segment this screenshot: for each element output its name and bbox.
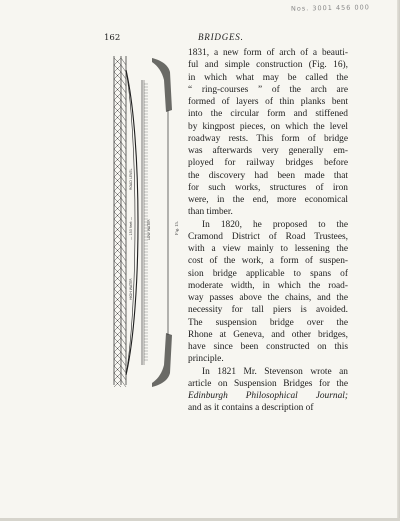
lattice-brace <box>121 107 126 114</box>
lattice-brace <box>121 240 126 247</box>
text-line: was afterwards very generally em- <box>188 146 348 156</box>
lattice-brace <box>121 100 126 107</box>
lattice-brace <box>121 149 126 156</box>
lattice-brace <box>121 86 126 93</box>
text-line: cost of the work, a form of suspen- <box>188 256 348 267</box>
lattice-brace <box>121 359 126 366</box>
text-line: “ ring-courses ” of the arch are <box>188 84 348 95</box>
lattice-brace <box>121 247 126 254</box>
lattice-brace <box>121 170 126 177</box>
lattice-brace <box>121 163 126 170</box>
text-line: sion bridge applicable to spans of <box>188 268 348 279</box>
label-high-water: HIGH WATER <box>129 278 133 300</box>
text-line: by kingpost pieces, on which the level <box>188 121 348 132</box>
body-text <box>188 47 348 415</box>
lattice-brace <box>121 275 126 282</box>
text-line: 1831, a new form of arch of a beauti- <box>188 48 348 58</box>
text-line: formed of layers of thin planks bent <box>188 97 348 107</box>
lattice-brace <box>121 352 126 359</box>
text-line: Cramond District of Road Trustees, <box>188 231 348 242</box>
lattice-brace <box>121 219 126 226</box>
lattice-brace <box>121 142 126 149</box>
lattice-brace <box>121 72 126 79</box>
text-line: article on Suspension Bridges for the <box>188 378 348 389</box>
lattice-brace <box>121 254 126 261</box>
text-line: for such works, structures of iron <box>188 182 348 193</box>
lattice-brace <box>121 380 126 387</box>
text-line: ful and simple construction (Fig. 16), <box>188 60 348 71</box>
lattice-brace <box>121 331 126 338</box>
label-span: — 150 feet — <box>129 216 133 240</box>
text-line: way passes above the chains, and the <box>188 293 348 303</box>
figure-caption: Fig. 15. <box>174 221 179 235</box>
river-bank <box>152 58 172 387</box>
text-line: The suspension bridge over the <box>188 317 348 328</box>
lattice-brace <box>121 184 126 191</box>
lattice-brace <box>121 296 126 303</box>
label-low-water: LOW WATER <box>147 219 151 240</box>
text-line: principle. <box>188 354 224 365</box>
page-number: 162 <box>104 33 121 43</box>
lattice-brace <box>121 345 126 352</box>
lattice-brace <box>121 261 126 268</box>
text-line: roadway rests. This form of bridge <box>188 133 348 144</box>
text-line: and as it contains a description of <box>188 403 314 414</box>
text-line: into the circular form and stiffened <box>188 109 348 120</box>
text-line: In 1820, he proposed to the <box>202 219 348 230</box>
lattice-brace <box>121 233 126 240</box>
running-head: BRIDGES. <box>198 32 244 42</box>
text-line: in which what may be called the <box>188 72 348 83</box>
lattice-brace <box>121 121 126 128</box>
text-line: with a view mainly to lessening the <box>188 244 348 254</box>
lattice-brace <box>121 268 126 275</box>
text-line: moderate width, in which the road- <box>188 280 348 291</box>
lattice-brace <box>121 226 126 233</box>
lattice-brace <box>121 198 126 205</box>
text-line: Edinburgh Philosophical Journal; <box>188 391 348 401</box>
lattice-brace <box>121 79 126 86</box>
lattice-brace <box>121 114 126 121</box>
lattice-brace <box>121 135 126 142</box>
lattice-brace <box>121 177 126 184</box>
lattice-brace <box>121 310 126 317</box>
lattice-brace <box>121 205 126 212</box>
lattice-brace <box>121 156 126 163</box>
bridge-figure <box>108 50 184 395</box>
lattice-brace <box>121 282 126 289</box>
text-line: were, in the end, more economical <box>188 195 348 205</box>
lattice-brace <box>121 212 126 219</box>
lattice-brace <box>121 58 126 65</box>
lattice-brace <box>121 324 126 331</box>
lattice-brace <box>121 366 126 373</box>
pencil-annotation: Nos. 3001 456 000 <box>291 3 371 13</box>
lattice-brace <box>121 338 126 345</box>
lattice-brace <box>121 289 126 296</box>
text-line: have since been constructed on this <box>188 342 348 352</box>
label-roadway: ROAD LEVEL <box>129 168 133 190</box>
lattice-brace <box>121 303 126 310</box>
text-line: than timber. <box>188 207 233 218</box>
bridge-engraving <box>108 50 184 395</box>
text-line: necessity for tall piers is avoided. <box>188 305 348 316</box>
text-line: ployed for railway bridges before <box>188 158 348 169</box>
lattice-brace <box>121 128 126 135</box>
lattice-brace <box>121 191 126 198</box>
text-line: In 1821 Mr. Stevenson wrote an <box>202 366 348 377</box>
lattice-brace <box>121 65 126 72</box>
lattice-brace <box>121 317 126 324</box>
text-line: Rhone at Geneva, and other bridges, <box>188 329 348 340</box>
lattice-brace <box>121 373 126 380</box>
lattice-brace <box>121 93 126 100</box>
text-line: the discovery had been made that <box>188 170 348 181</box>
